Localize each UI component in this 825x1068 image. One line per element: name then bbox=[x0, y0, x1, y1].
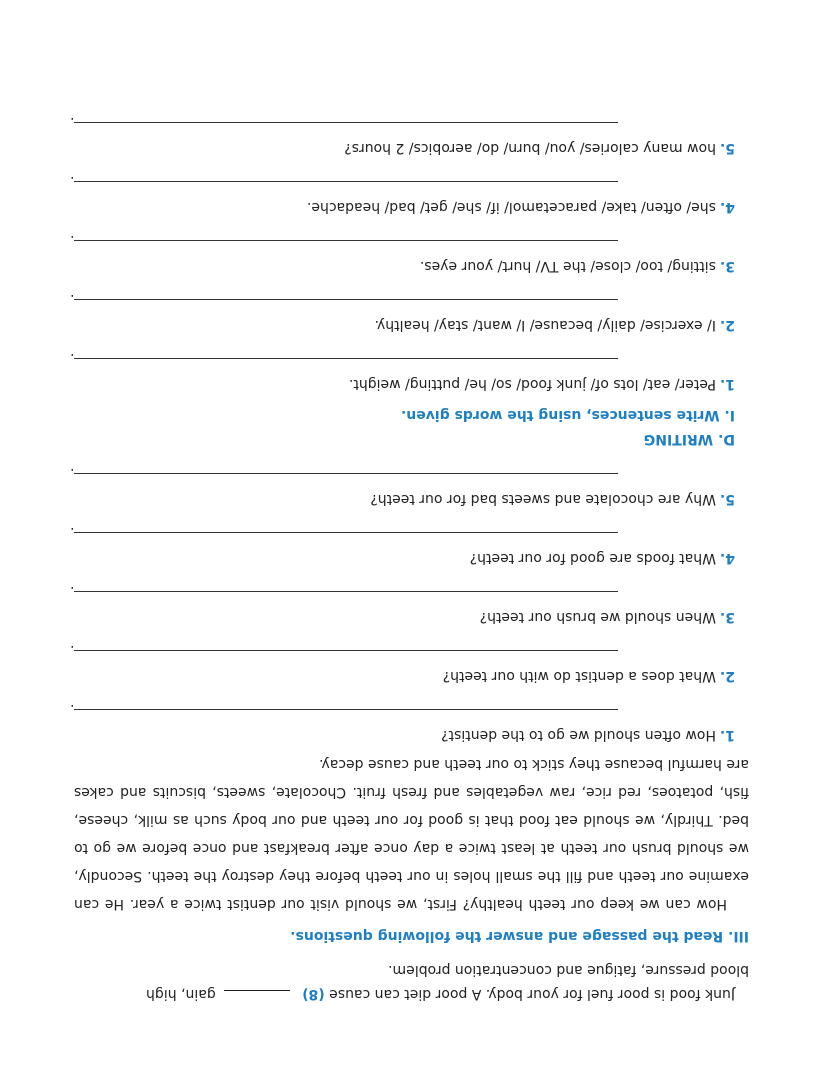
reading-heading: III. Read the passage and answer the following questions. bbox=[290, 928, 749, 944]
question-text: What foods are good for our teeth? bbox=[469, 550, 716, 566]
question-text: When should we brush our teeth? bbox=[479, 609, 716, 625]
fill-blank-text-before: Junk food is poor fuel for your body. A poor diet can cause bbox=[329, 986, 735, 1002]
answer-line[interactable] bbox=[70, 114, 618, 137]
writing-item bbox=[70, 350, 749, 395]
question-number: 5. bbox=[719, 491, 735, 507]
reading-passage: How can we keep our teeth healthy? First, we should visit our dentist twice a year. He can examine our teeth and fill the small holes in our teeth before they destroy the teeth. Secondly, we should brush our teeth at least twice a day once after breakfast and once before we go to bed. Thirdly, we should eat food that is good for our teeth and our body such as milk, cheese, fish, potatoes, red rice, raw vegetables and fresh fruit. Chocolate, sweets, biscuits and cakes are harmful because they stick to our teeth and cause decay. bbox=[74, 756, 749, 912]
question-text: How often should we go to the dentist? bbox=[441, 727, 716, 743]
line-end-dot: . bbox=[70, 465, 75, 481]
item-number: 1. bbox=[719, 376, 735, 392]
item-number: 4. bbox=[719, 199, 735, 215]
worksheet-content bbox=[70, 100, 749, 1006]
line-end-dot: . bbox=[70, 291, 75, 307]
item-number: 2. bbox=[719, 317, 735, 333]
question-text: Why are chocolate and sweets bad for our teeth? bbox=[370, 491, 716, 507]
answer-line[interactable] bbox=[70, 173, 618, 196]
answer-line[interactable] bbox=[70, 350, 618, 373]
answer-line[interactable] bbox=[70, 465, 618, 488]
line-end-dot: . bbox=[70, 350, 75, 366]
item-number: 3. bbox=[719, 258, 735, 274]
question-item bbox=[70, 524, 749, 569]
question-number: 3. bbox=[719, 609, 735, 625]
question-text: What does a dentist do with our teeth? bbox=[442, 668, 716, 684]
answer-line[interactable] bbox=[70, 642, 618, 665]
answer-line[interactable] bbox=[70, 291, 618, 314]
question-item bbox=[70, 642, 749, 687]
answer-line[interactable] bbox=[70, 583, 618, 606]
question-number: 2. bbox=[719, 668, 735, 684]
line-end-dot: . bbox=[70, 642, 75, 658]
question-item bbox=[70, 701, 749, 746]
question-number: 1. bbox=[719, 727, 735, 743]
writing-item bbox=[70, 291, 749, 336]
writing-section-title: D. WRITING bbox=[643, 431, 735, 447]
question-item bbox=[70, 465, 749, 510]
line-end-dot: . bbox=[70, 524, 75, 540]
answer-line[interactable] bbox=[70, 524, 618, 547]
item-number: 5. bbox=[719, 140, 735, 156]
answer-line[interactable] bbox=[70, 232, 618, 255]
writing-heading: I. Write sentences, using the words given. bbox=[400, 407, 735, 423]
item-prompt: Peter/ eat/ lots of/ junk food/ so/ he/ putting/ weight. bbox=[348, 376, 716, 392]
answer-line[interactable] bbox=[70, 701, 618, 724]
line-end-dot: . bbox=[70, 232, 75, 248]
line-end-dot: . bbox=[70, 583, 75, 599]
fill-blank-text-after: gain, high bbox=[146, 986, 216, 1002]
fill-blank-line-1 bbox=[74, 982, 749, 1006]
writing-items bbox=[70, 114, 749, 395]
item-prompt: I/ exercise/ daily/ because/ I/ want/ stay/ healthy. bbox=[374, 317, 716, 333]
item-prompt: sitting/ too/ close/ the TV/ hurt/ your eyes. bbox=[419, 258, 716, 274]
item-prompt: she/ often/ take/ paracetamol/ if/ she/ get/ bad/ headache. bbox=[306, 199, 716, 215]
question-item bbox=[70, 583, 749, 628]
blank-number: (8) bbox=[302, 986, 325, 1002]
writing-item bbox=[70, 232, 749, 277]
question-number: 4. bbox=[719, 550, 735, 566]
writing-item bbox=[70, 173, 749, 218]
writing-item bbox=[70, 114, 749, 159]
reading-questions bbox=[70, 465, 749, 746]
line-end-dot: . bbox=[70, 173, 75, 189]
line-end-dot: . bbox=[70, 114, 75, 130]
line-end-dot: . bbox=[70, 701, 75, 717]
fill-blank-line-2: blood pressure, fatigue and concentration problem. bbox=[388, 962, 749, 978]
fill-blank-gap bbox=[224, 990, 290, 1003]
item-prompt: how many calories/ you/ burn/ do/ aerobics/ 2 hours? bbox=[344, 140, 716, 156]
